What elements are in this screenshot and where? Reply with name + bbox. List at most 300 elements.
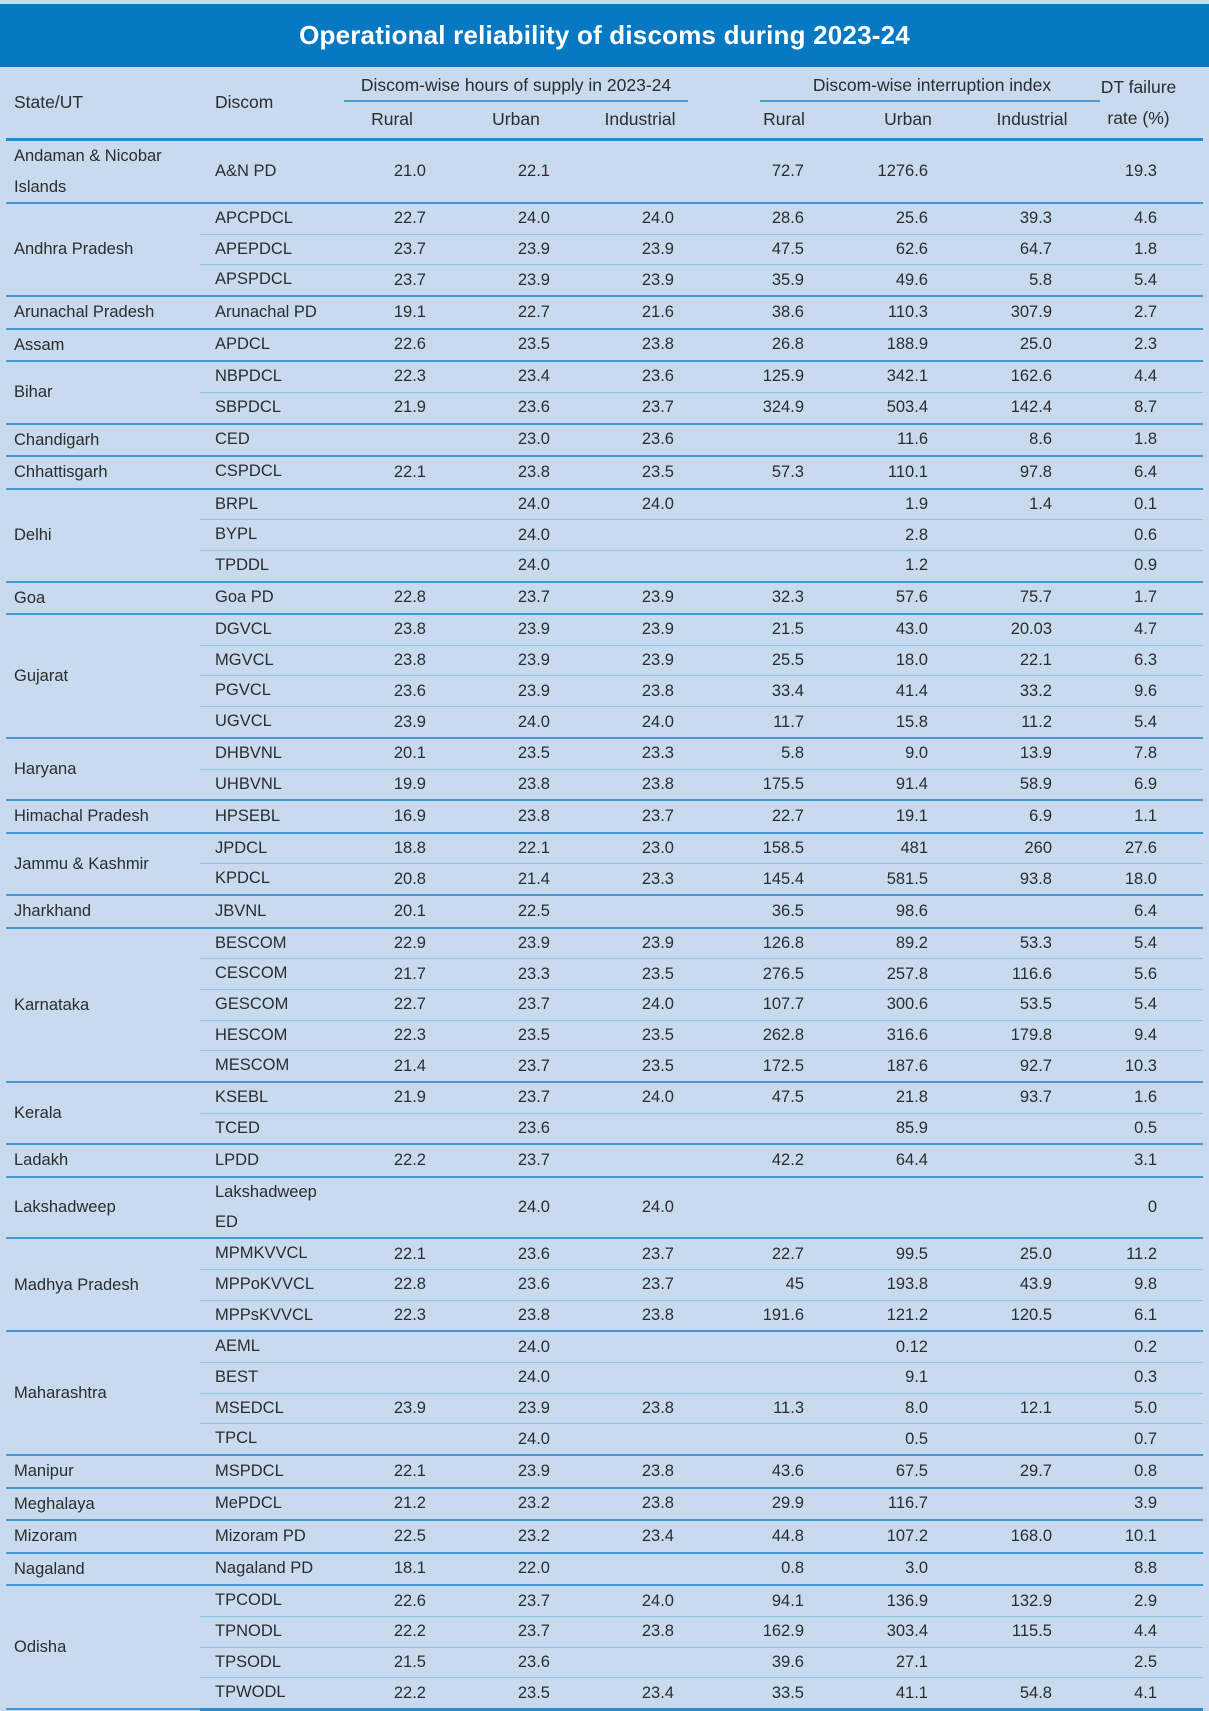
supply-rural-cell: 22.1: [330, 1455, 454, 1488]
discom-cell: DHBVNL: [200, 738, 330, 769]
discom-cell: HPSEBL: [200, 800, 330, 833]
state-cell: Manipur: [6, 1455, 200, 1488]
table-body: [6, 141, 1203, 1709]
header-state-ut: State/UT: [14, 92, 84, 112]
interruption-urban-cell: 9.0: [826, 738, 950, 769]
header-dt-line1: DT failure: [1100, 76, 1177, 97]
supply-rural-cell: [330, 550, 454, 581]
supply-rural-cell: 22.8: [330, 582, 454, 615]
supply-urban-cell: 24.0: [454, 203, 578, 234]
interruption-urban-cell: 481: [826, 833, 950, 864]
discom-cell: Lakshadweep ED: [200, 1177, 330, 1238]
supply-rural-cell: 22.7: [330, 203, 454, 234]
supply-urban-cell: 23.2: [454, 1520, 578, 1553]
table-row: [6, 1144, 1203, 1177]
interruption-rural-cell: 158.5: [702, 833, 826, 864]
interruption-industrial-cell: 116.6: [950, 959, 1074, 990]
interruption-urban-cell: 9.1: [826, 1363, 950, 1394]
interruption-rural-cell: 145.4: [702, 864, 826, 895]
discom-cell: MSPDCL: [200, 1455, 330, 1488]
interruption-rural-cell: 57.3: [702, 456, 826, 489]
interruption-urban-cell: 193.8: [826, 1270, 950, 1301]
table-row: [6, 361, 1203, 392]
interruption-industrial-cell: [950, 1553, 1074, 1586]
interruption-urban-cell: 85.9: [826, 1113, 950, 1144]
discom-cell: BEST: [200, 1363, 330, 1394]
supply-urban-cell: 22.7: [454, 296, 578, 329]
discom-cell: DGVCL: [200, 614, 330, 645]
discom-cell: MSEDCL: [200, 1393, 330, 1424]
interruption-rural-cell: 45: [702, 1270, 826, 1301]
table-row: [6, 833, 1203, 864]
supply-industrial-cell: [578, 1424, 702, 1455]
discom-cell: CESCOM: [200, 959, 330, 990]
supply-urban-cell: 23.8: [454, 800, 578, 833]
table-row: [6, 489, 1203, 520]
discom-cell: TPDDL: [200, 550, 330, 581]
interruption-urban-cell: 49.6: [826, 265, 950, 296]
supply-urban-cell: 24.0: [454, 1331, 578, 1362]
interruption-rural-cell: 11.7: [702, 707, 826, 738]
supply-urban-cell: 24.0: [454, 550, 578, 581]
supply-urban-cell: 23.6: [454, 1270, 578, 1301]
dt-failure-rate-cell: 6.1: [1074, 1300, 1203, 1331]
supply-urban-cell: 23.9: [454, 1455, 578, 1488]
dt-failure-rate-cell: 9.4: [1074, 1020, 1203, 1051]
header-supply-rural: Rural: [371, 109, 413, 129]
interruption-rural-cell: 0.8: [702, 1553, 826, 1586]
interruption-rural-cell: [702, 1113, 826, 1144]
interruption-industrial-cell: 75.7: [950, 582, 1074, 615]
interruption-rural-cell: [702, 520, 826, 551]
dt-failure-rate-cell: 5.4: [1074, 990, 1203, 1021]
supply-rural-cell: [330, 424, 454, 457]
table-row: [6, 738, 1203, 769]
interruption-rural-cell: 47.5: [702, 1082, 826, 1113]
interruption-rural-cell: 28.6: [702, 203, 826, 234]
interruption-rural-cell: 175.5: [702, 769, 826, 800]
interruption-urban-cell: 2.8: [826, 520, 950, 551]
supply-rural-cell: 22.3: [330, 361, 454, 392]
dt-failure-rate-cell: 0.7: [1074, 1424, 1203, 1455]
interruption-urban-cell: 316.6: [826, 1020, 950, 1051]
supply-rural-cell: 22.3: [330, 1020, 454, 1051]
interruption-industrial-cell: 179.8: [950, 1020, 1074, 1051]
table-header: [6, 67, 1203, 141]
table-row: [6, 582, 1203, 615]
interruption-industrial-cell: 92.7: [950, 1051, 1074, 1082]
interruption-urban-cell: 1276.6: [826, 141, 950, 203]
dt-failure-rate-cell: 6.9: [1074, 769, 1203, 800]
interruption-rural-cell: [702, 489, 826, 520]
dt-failure-rate-cell: 27.6: [1074, 833, 1203, 864]
discom-cell: MPMKVVCL: [200, 1238, 330, 1269]
interruption-industrial-cell: 168.0: [950, 1520, 1074, 1553]
state-cell: Meghalaya: [6, 1488, 200, 1521]
interruption-urban-cell: 188.9: [826, 329, 950, 362]
interruption-rural-cell: [702, 1424, 826, 1455]
supply-industrial-cell: 23.0: [578, 833, 702, 864]
discom-cell: TPCODL: [200, 1585, 330, 1616]
discom-cell: APDCL: [200, 329, 330, 362]
supply-urban-cell: 23.7: [454, 1144, 578, 1177]
discom-cell: KPDCL: [200, 864, 330, 895]
dt-failure-rate-cell: 5.4: [1074, 928, 1203, 959]
table-row: [6, 1082, 1203, 1113]
interruption-industrial-cell: 115.5: [950, 1616, 1074, 1647]
interruption-industrial-cell: 1.4: [950, 489, 1074, 520]
supply-urban-cell: 22.5: [454, 895, 578, 928]
header-supply-urban: Urban: [492, 109, 540, 129]
interruption-rural-cell: 191.6: [702, 1300, 826, 1331]
discom-cell: TPNODL: [200, 1616, 330, 1647]
header-supply-industrial: Industrial: [604, 109, 676, 129]
supply-industrial-cell: [578, 1553, 702, 1586]
interruption-urban-cell: 110.3: [826, 296, 950, 329]
state-cell: Arunachal Pradesh: [6, 296, 200, 329]
supply-rural-cell: 21.0: [330, 141, 454, 203]
discom-cell: MePDCL: [200, 1488, 330, 1521]
supply-rural-cell: 22.5: [330, 1520, 454, 1553]
dt-failure-rate-cell: 1.7: [1074, 582, 1203, 615]
header-interruption-group-label: Discom-wise interruption index: [812, 75, 1052, 95]
interruption-rural-cell: 125.9: [702, 361, 826, 392]
supply-urban-cell: 23.7: [454, 1051, 578, 1082]
dt-failure-rate-cell: 5.4: [1074, 265, 1203, 296]
interruption-rural-cell: 44.8: [702, 1520, 826, 1553]
supply-urban-cell: 23.7: [454, 1082, 578, 1113]
discom-cell: MESCOM: [200, 1051, 330, 1082]
interruption-urban-cell: 41.4: [826, 676, 950, 707]
supply-urban-cell: 23.9: [454, 1393, 578, 1424]
supply-industrial-cell: 23.5: [578, 456, 702, 489]
supply-industrial-cell: 21.6: [578, 296, 702, 329]
supply-urban-cell: 23.6: [454, 1238, 578, 1269]
interruption-urban-cell: 187.6: [826, 1051, 950, 1082]
supply-urban-cell: 23.9: [454, 676, 578, 707]
interruption-industrial-cell: [950, 1647, 1074, 1678]
interruption-rural-cell: 324.9: [702, 392, 826, 423]
interruption-industrial-cell: 33.2: [950, 676, 1074, 707]
supply-rural-cell: 22.1: [330, 456, 454, 489]
state-cell: Karnataka: [6, 928, 200, 1082]
supply-industrial-cell: 23.4: [578, 1678, 702, 1710]
supply-rural-cell: 21.2: [330, 1488, 454, 1521]
interruption-industrial-cell: 307.9: [950, 296, 1074, 329]
dt-failure-rate-cell: 0.5: [1074, 1113, 1203, 1144]
interruption-rural-cell: 43.6: [702, 1455, 826, 1488]
supply-rural-cell: [330, 1177, 454, 1238]
state-cell: Andaman & Nicobar Islands: [6, 141, 200, 203]
dt-failure-rate-cell: 0.6: [1074, 520, 1203, 551]
supply-industrial-cell: 23.5: [578, 1020, 702, 1051]
discom-cell: HESCOM: [200, 1020, 330, 1051]
interruption-urban-cell: 1.9: [826, 489, 950, 520]
interruption-industrial-cell: 97.8: [950, 456, 1074, 489]
state-cell: Delhi: [6, 489, 200, 582]
interruption-rural-cell: 162.9: [702, 1616, 826, 1647]
supply-urban-cell: 23.6: [454, 1113, 578, 1144]
supply-industrial-cell: 23.9: [578, 645, 702, 676]
dt-failure-rate-cell: 6.4: [1074, 895, 1203, 928]
dt-failure-rate-cell: 5.4: [1074, 707, 1203, 738]
header-supply-underline: [344, 100, 688, 102]
discom-cell: JBVNL: [200, 895, 330, 928]
interruption-rural-cell: 22.7: [702, 1238, 826, 1269]
supply-urban-cell: 23.5: [454, 329, 578, 362]
header-interruption-industrial: Industrial: [996, 109, 1068, 129]
dt-failure-rate-cell: 10.1: [1074, 1520, 1203, 1553]
state-cell: Nagaland: [6, 1553, 200, 1586]
supply-rural-cell: 22.2: [330, 1616, 454, 1647]
supply-industrial-cell: 23.8: [578, 1488, 702, 1521]
table-row: [6, 614, 1203, 645]
interruption-urban-cell: 18.0: [826, 645, 950, 676]
supply-rural-cell: 18.1: [330, 1553, 454, 1586]
supply-rural-cell: 23.9: [330, 1393, 454, 1424]
dt-failure-rate-cell: 3.9: [1074, 1488, 1203, 1521]
supply-industrial-cell: [578, 1113, 702, 1144]
discom-cell: LPDD: [200, 1144, 330, 1177]
discom-cell: KSEBL: [200, 1082, 330, 1113]
dt-failure-rate-cell: 7.8: [1074, 738, 1203, 769]
table-row: [6, 141, 1203, 203]
interruption-rural-cell: 33.4: [702, 676, 826, 707]
supply-urban-cell: 23.4: [454, 361, 578, 392]
dt-failure-rate-cell: 6.4: [1074, 456, 1203, 489]
interruption-industrial-cell: [950, 1488, 1074, 1521]
header-interruption-rural: Rural: [763, 109, 805, 129]
supply-industrial-cell: 23.8: [578, 1300, 702, 1331]
supply-urban-cell: 22.1: [454, 833, 578, 864]
interruption-industrial-cell: [950, 1363, 1074, 1394]
supply-rural-cell: 22.7: [330, 990, 454, 1021]
interruption-urban-cell: 89.2: [826, 928, 950, 959]
interruption-industrial-cell: [950, 1424, 1074, 1455]
interruption-rural-cell: 11.3: [702, 1393, 826, 1424]
table-row: [6, 329, 1203, 362]
interruption-rural-cell: 126.8: [702, 928, 826, 959]
supply-urban-cell: 23.0: [454, 424, 578, 457]
dt-failure-rate-cell: 11.2: [1074, 1238, 1203, 1269]
interruption-urban-cell: 503.4: [826, 392, 950, 423]
state-cell: Madhya Pradesh: [6, 1238, 200, 1331]
interruption-urban-cell: 98.6: [826, 895, 950, 928]
table-row: [6, 1177, 1203, 1238]
supply-industrial-cell: [578, 141, 702, 203]
interruption-rural-cell: [702, 1331, 826, 1362]
interruption-urban-cell: 116.7: [826, 1488, 950, 1521]
discom-cell: NBPDCL: [200, 361, 330, 392]
discom-cell: UGVCL: [200, 707, 330, 738]
interruption-urban-cell: 136.9: [826, 1585, 950, 1616]
supply-urban-cell: 23.9: [454, 645, 578, 676]
dt-failure-rate-cell: 0.3: [1074, 1363, 1203, 1394]
supply-rural-cell: 23.8: [330, 645, 454, 676]
header-discom: Discom: [215, 92, 274, 112]
interruption-rural-cell: 107.7: [702, 990, 826, 1021]
interruption-urban-cell: 43.0: [826, 614, 950, 645]
supply-urban-cell: 23.6: [454, 1647, 578, 1678]
interruption-rural-cell: 39.6: [702, 1647, 826, 1678]
supply-industrial-cell: 23.4: [578, 1520, 702, 1553]
interruption-rural-cell: 21.5: [702, 614, 826, 645]
interruption-urban-cell: 342.1: [826, 361, 950, 392]
discom-cell: PGVCL: [200, 676, 330, 707]
supply-industrial-cell: 23.8: [578, 329, 702, 362]
interruption-urban-cell: 57.6: [826, 582, 950, 615]
discom-cell: MPPoKVVCL: [200, 1270, 330, 1301]
discom-cell: CSPDCL: [200, 456, 330, 489]
interruption-urban-cell: 257.8: [826, 959, 950, 990]
state-cell: Himachal Pradesh: [6, 800, 200, 833]
interruption-urban-cell: 91.4: [826, 769, 950, 800]
supply-industrial-cell: 24.0: [578, 1177, 702, 1238]
supply-rural-cell: 22.2: [330, 1144, 454, 1177]
table-row: [6, 1553, 1203, 1586]
state-cell: Goa: [6, 582, 200, 615]
discom-cell: APSPDCL: [200, 265, 330, 296]
discom-cell: MGVCL: [200, 645, 330, 676]
supply-urban-cell: 23.9: [454, 928, 578, 959]
interruption-rural-cell: 26.8: [702, 329, 826, 362]
dt-failure-rate-cell: 2.3: [1074, 329, 1203, 362]
supply-urban-cell: 24.0: [454, 707, 578, 738]
interruption-rural-cell: 29.9: [702, 1488, 826, 1521]
discom-cell: SBPDCL: [200, 392, 330, 423]
header-supply-group-label: Discom-wise hours of supply in 2023-24: [360, 75, 672, 95]
interruption-industrial-cell: [950, 1144, 1074, 1177]
dt-failure-rate-cell: 1.8: [1074, 234, 1203, 265]
supply-rural-cell: 20.1: [330, 895, 454, 928]
supply-urban-cell: 22.0: [454, 1553, 578, 1586]
interruption-urban-cell: 121.2: [826, 1300, 950, 1331]
dt-failure-rate-cell: 0.2: [1074, 1331, 1203, 1362]
supply-rural-cell: 22.2: [330, 1678, 454, 1710]
supply-urban-cell: 23.5: [454, 1678, 578, 1710]
interruption-industrial-cell: 53.5: [950, 990, 1074, 1021]
supply-urban-cell: 23.8: [454, 456, 578, 489]
interruption-rural-cell: 72.7: [702, 141, 826, 203]
dt-failure-rate-cell: 8.7: [1074, 392, 1203, 423]
header-supply-group: [330, 67, 702, 138]
state-cell: Kerala: [6, 1082, 200, 1144]
table-row: [6, 895, 1203, 928]
supply-industrial-cell: 23.8: [578, 769, 702, 800]
interruption-industrial-cell: 13.9: [950, 738, 1074, 769]
interruption-urban-cell: 1.2: [826, 550, 950, 581]
state-cell: Chandigarh: [6, 424, 200, 457]
supply-urban-cell: 23.7: [454, 582, 578, 615]
interruption-urban-cell: [826, 1177, 950, 1238]
title-bar: [0, 4, 1209, 67]
interruption-urban-cell: 41.1: [826, 1678, 950, 1710]
interruption-industrial-cell: [950, 141, 1074, 203]
header-supply-subcolumns: [330, 109, 702, 130]
interruption-industrial-cell: 93.8: [950, 864, 1074, 895]
supply-industrial-cell: 24.0: [578, 1082, 702, 1113]
header-interruption-underline: [760, 100, 1100, 102]
interruption-industrial-cell: 11.2: [950, 707, 1074, 738]
supply-industrial-cell: [578, 1363, 702, 1394]
supply-rural-cell: 22.3: [330, 1300, 454, 1331]
supply-industrial-cell: 23.7: [578, 1270, 702, 1301]
discom-cell: A&N PD: [200, 141, 330, 203]
supply-industrial-cell: 23.7: [578, 800, 702, 833]
interruption-industrial-cell: 6.9: [950, 800, 1074, 833]
interruption-urban-cell: 11.6: [826, 424, 950, 457]
supply-rural-cell: [330, 1363, 454, 1394]
interruption-urban-cell: 0.5: [826, 1424, 950, 1455]
supply-industrial-cell: [578, 895, 702, 928]
supply-rural-cell: 20.1: [330, 738, 454, 769]
supply-industrial-cell: 23.5: [578, 959, 702, 990]
supply-industrial-cell: 23.5: [578, 1051, 702, 1082]
interruption-urban-cell: 107.2: [826, 1520, 950, 1553]
supply-rural-cell: 21.9: [330, 392, 454, 423]
interruption-industrial-cell: [950, 550, 1074, 581]
dt-failure-rate-cell: 0.1: [1074, 489, 1203, 520]
interruption-industrial-cell: 20.03: [950, 614, 1074, 645]
dt-failure-rate-cell: 0.8: [1074, 1455, 1203, 1488]
discom-cell: BESCOM: [200, 928, 330, 959]
table-row: [6, 203, 1203, 234]
discom-cell: Goa PD: [200, 582, 330, 615]
interruption-industrial-cell: 22.1: [950, 645, 1074, 676]
supply-urban-cell: 23.9: [454, 265, 578, 296]
interruption-rural-cell: 276.5: [702, 959, 826, 990]
dt-failure-rate-cell: 0.9: [1074, 550, 1203, 581]
supply-rural-cell: [330, 489, 454, 520]
interruption-industrial-cell: 25.0: [950, 1238, 1074, 1269]
supply-rural-cell: [330, 1331, 454, 1362]
supply-urban-cell: 24.0: [454, 1363, 578, 1394]
interruption-urban-cell: 64.4: [826, 1144, 950, 1177]
header-dt-line2: rate (%): [1107, 107, 1170, 128]
state-cell: Gujarat: [6, 614, 200, 738]
discom-cell: CED: [200, 424, 330, 457]
interruption-rural-cell: 262.8: [702, 1020, 826, 1051]
supply-rural-cell: [330, 520, 454, 551]
interruption-industrial-cell: 54.8: [950, 1678, 1074, 1710]
discom-cell: UHBVNL: [200, 769, 330, 800]
discom-cell: TPCL: [200, 1424, 330, 1455]
interruption-industrial-cell: [950, 1113, 1074, 1144]
interruption-rural-cell: 33.5: [702, 1678, 826, 1710]
interruption-urban-cell: 62.6: [826, 234, 950, 265]
supply-rural-cell: 23.7: [330, 265, 454, 296]
supply-rural-cell: 23.6: [330, 676, 454, 707]
supply-rural-cell: 20.8: [330, 864, 454, 895]
interruption-industrial-cell: 53.3: [950, 928, 1074, 959]
state-cell: Haryana: [6, 738, 200, 800]
interruption-rural-cell: [702, 1177, 826, 1238]
supply-urban-cell: 24.0: [454, 1177, 578, 1238]
dt-failure-rate-cell: 18.0: [1074, 864, 1203, 895]
supply-rural-cell: 21.7: [330, 959, 454, 990]
state-cell: Assam: [6, 329, 200, 362]
supply-industrial-cell: 23.7: [578, 392, 702, 423]
interruption-urban-cell: 25.6: [826, 203, 950, 234]
supply-urban-cell: 21.4: [454, 864, 578, 895]
interruption-urban-cell: 300.6: [826, 990, 950, 1021]
dt-failure-rate-cell: 3.1: [1074, 1144, 1203, 1177]
interruption-urban-cell: 21.8: [826, 1082, 950, 1113]
dt-failure-rate-cell: 9.8: [1074, 1270, 1203, 1301]
interruption-rural-cell: 38.6: [702, 296, 826, 329]
supply-industrial-cell: 23.8: [578, 1393, 702, 1424]
table-row: [6, 456, 1203, 489]
